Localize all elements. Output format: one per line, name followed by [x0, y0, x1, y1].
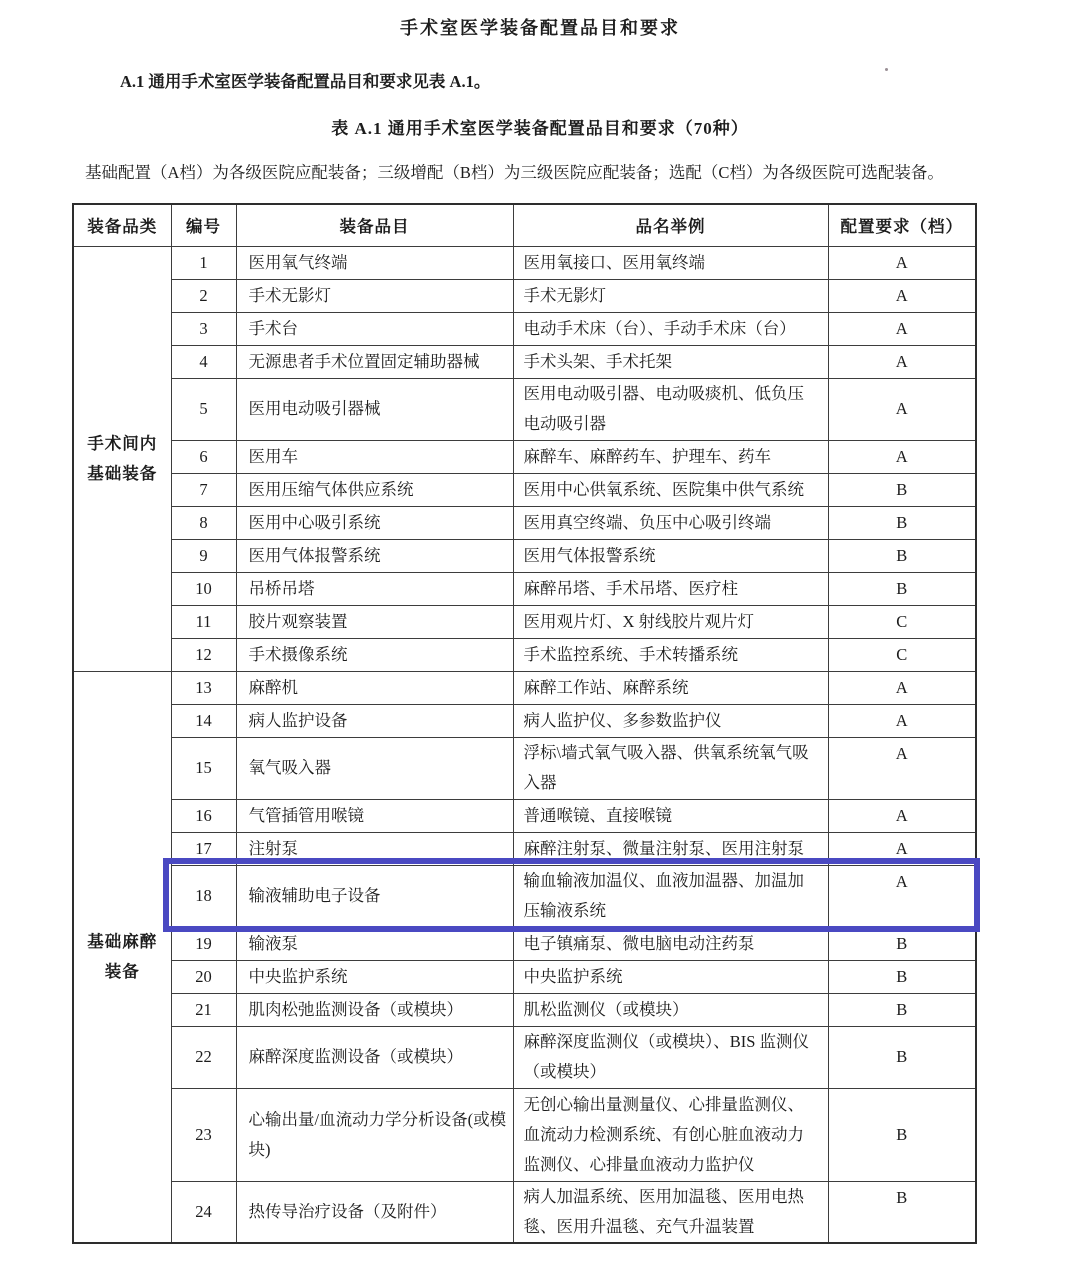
- row-number-cell: 12: [171, 638, 236, 671]
- column-header: 装备品目: [236, 204, 513, 246]
- examples-cell: 浮标\墙式氧气吸入器、供氧系统氧气吸入器: [513, 737, 828, 799]
- grade-cell: A: [828, 279, 976, 312]
- examples-cell: 手术无影灯: [513, 279, 828, 312]
- column-header: 配置要求（档）: [828, 204, 976, 246]
- table-body: [73, 246, 976, 1243]
- scan-artifact-dot: [885, 68, 888, 71]
- column-header: 装备品类: [73, 204, 171, 246]
- item-cell: 氧气吸入器: [236, 737, 513, 799]
- grade-cell: B: [828, 1181, 976, 1243]
- row-number-cell: 1: [171, 246, 236, 279]
- item-cell: 医用压缩气体供应系统: [236, 473, 513, 506]
- row-number-cell: 10: [171, 572, 236, 605]
- grade-cell: A: [828, 345, 976, 378]
- item-cell: 心输出量/血流动力学分析设备(或模块): [236, 1088, 513, 1181]
- item-cell: 手术摄像系统: [236, 638, 513, 671]
- grade-cell: B: [828, 539, 976, 572]
- row-number-cell: 7: [171, 473, 236, 506]
- row-number-cell: 15: [171, 737, 236, 799]
- table-row: [73, 605, 976, 638]
- grade-cell: A: [828, 704, 976, 737]
- row-number-cell: 3: [171, 312, 236, 345]
- table-row: [73, 1088, 976, 1181]
- row-number-cell: 17: [171, 832, 236, 865]
- table-row: [73, 279, 976, 312]
- item-cell: 胶片观察装置: [236, 605, 513, 638]
- examples-cell: 病人监护仪、多参数监护仪: [513, 704, 828, 737]
- row-number-cell: 24: [171, 1181, 236, 1243]
- examples-cell: 医用电动吸引器、电动吸痰机、低负压电动吸引器: [513, 378, 828, 440]
- item-cell: 注射泵: [236, 832, 513, 865]
- page-title: 手术室医学装备配置品目和要求: [400, 18, 680, 38]
- examples-cell: 肌松监测仪（或模块）: [513, 993, 828, 1026]
- examples-cell: 中央监护系统: [513, 960, 828, 993]
- table-row: [73, 440, 976, 473]
- grade-cell: C: [828, 638, 976, 671]
- table-row: [73, 832, 976, 865]
- table-row: [73, 865, 976, 927]
- grade-cell: B: [828, 993, 976, 1026]
- examples-cell: 麻醉深度监测仪（或模块）、BIS 监测仪（或模块）: [513, 1026, 828, 1088]
- item-cell: 麻醉深度监测设备（或模块）: [236, 1026, 513, 1088]
- examples-cell: 麻醉工作站、麻醉系统: [513, 671, 828, 704]
- item-cell: 热传导治疗设备（及附件）: [236, 1181, 513, 1243]
- row-number-cell: 5: [171, 378, 236, 440]
- item-cell: 医用车: [236, 440, 513, 473]
- grade-cell: B: [828, 1026, 976, 1088]
- examples-cell: 医用观片灯、X 射线胶片观片灯: [513, 605, 828, 638]
- category-label-line: 手术间内: [87, 433, 158, 453]
- grade-cell: A: [828, 865, 976, 927]
- examples-cell: 电子镇痛泵、微电脑电动注药泵: [513, 927, 828, 960]
- item-cell: 医用电动吸引器械: [236, 378, 513, 440]
- grade-cell: B: [828, 506, 976, 539]
- grade-cell: B: [828, 960, 976, 993]
- category-label-line: 装备: [104, 961, 140, 981]
- grade-cell: B: [828, 927, 976, 960]
- item-cell: 气管插管用喉镜: [236, 799, 513, 832]
- table-row: [73, 993, 976, 1026]
- grade-cell: A: [828, 737, 976, 799]
- item-cell: 肌肉松弛监测设备（或模块）: [236, 993, 513, 1026]
- row-number-cell: 13: [171, 671, 236, 704]
- table-caption: 表 A.1 通用手术室医学装备配置品目和要求（70种）: [331, 119, 749, 138]
- grade-cell: B: [828, 1088, 976, 1181]
- table-row: [73, 638, 976, 671]
- equipment-table: [72, 203, 977, 1244]
- row-number-cell: 2: [171, 279, 236, 312]
- table-row: [73, 799, 976, 832]
- grade-cell: A: [828, 378, 976, 440]
- table-note: 基础配置（A档）为各级医院应配装备；三级增配（B档）为三级医院应配装备；选配（C档）为各级医院可选配装备。: [85, 163, 944, 182]
- examples-cell: 麻醉车、麻醉药车、护理车、药车: [513, 440, 828, 473]
- item-cell: 手术台: [236, 312, 513, 345]
- grade-cell: B: [828, 572, 976, 605]
- row-number-cell: 4: [171, 345, 236, 378]
- grade-cell: C: [828, 605, 976, 638]
- grade-cell: B: [828, 473, 976, 506]
- row-number-cell: 23: [171, 1088, 236, 1181]
- row-number-cell: 9: [171, 539, 236, 572]
- examples-cell: 手术监控系统、手术转播系统: [513, 638, 828, 671]
- intro-paragraph: A.1 通用手术室医学装备配置品目和要求见表 A.1。: [120, 72, 491, 91]
- item-cell: 中央监护系统: [236, 960, 513, 993]
- header-row: [73, 204, 976, 246]
- table-row: [73, 1026, 976, 1088]
- grade-cell: A: [828, 440, 976, 473]
- table-row: [73, 378, 976, 440]
- examples-cell: 手术头架、手术托架: [513, 345, 828, 378]
- item-cell: 输液泵: [236, 927, 513, 960]
- item-cell: 吊桥吊塔: [236, 572, 513, 605]
- table-row: [73, 671, 976, 704]
- item-cell: 病人监护设备: [236, 704, 513, 737]
- examples-cell: 医用氧接口、医用氧终端: [513, 246, 828, 279]
- column-header: 品名举例: [513, 204, 828, 246]
- table-row: [73, 539, 976, 572]
- category-cell: [73, 246, 171, 671]
- table-wrap: [72, 203, 975, 1244]
- grade-cell: A: [828, 671, 976, 704]
- examples-cell: 麻醉吊塔、手术吊塔、医疗柱: [513, 572, 828, 605]
- row-number-cell: 18: [171, 865, 236, 927]
- examples-cell: 麻醉注射泵、微量注射泵、医用注射泵: [513, 832, 828, 865]
- row-number-cell: 6: [171, 440, 236, 473]
- table-row: [73, 312, 976, 345]
- table-row: [73, 506, 976, 539]
- category-label-line: 基础装备: [87, 463, 158, 483]
- table-row: [73, 572, 976, 605]
- table-row: [73, 704, 976, 737]
- item-cell: 输液辅助电子设备: [236, 865, 513, 927]
- examples-cell: 医用气体报警系统: [513, 539, 828, 572]
- table-row: [73, 246, 976, 279]
- table-row: [73, 1181, 976, 1243]
- row-number-cell: 16: [171, 799, 236, 832]
- grade-cell: A: [828, 312, 976, 345]
- examples-cell: 医用真空终端、负压中心吸引终端: [513, 506, 828, 539]
- examples-cell: 电动手术床（台）、手动手术床（台）: [513, 312, 828, 345]
- row-number-cell: 8: [171, 506, 236, 539]
- item-cell: 医用中心吸引系统: [236, 506, 513, 539]
- examples-cell: 无创心输出量测量仪、心排量监测仪、血流动力检测系统、有创心脏血液动力监测仪、心排量血液动力监护仪: [513, 1088, 828, 1181]
- item-cell: 医用气体报警系统: [236, 539, 513, 572]
- grade-cell: A: [828, 832, 976, 865]
- grade-cell: A: [828, 246, 976, 279]
- examples-cell: 医用中心供氧系统、医院集中供气系统: [513, 473, 828, 506]
- table-row: [73, 473, 976, 506]
- row-number-cell: 22: [171, 1026, 236, 1088]
- row-number-cell: 11: [171, 605, 236, 638]
- row-number-cell: 14: [171, 704, 236, 737]
- examples-cell: 输血输液加温仪、血液加温器、加温加压输液系统: [513, 865, 828, 927]
- column-header: 编号: [171, 204, 236, 246]
- item-cell: 麻醉机: [236, 671, 513, 704]
- examples-cell: 病人加温系统、医用加温毯、医用电热毯、医用升温毯、充气升温装置: [513, 1181, 828, 1243]
- examples-cell: 普通喉镜、直接喉镜: [513, 799, 828, 832]
- row-number-cell: 21: [171, 993, 236, 1026]
- category-label-line: 基础麻醉: [87, 931, 158, 951]
- category-cell: [73, 671, 171, 1243]
- table-row: [73, 345, 976, 378]
- row-number-cell: 19: [171, 927, 236, 960]
- table-row: [73, 960, 976, 993]
- item-cell: 手术无影灯: [236, 279, 513, 312]
- table-row: [73, 737, 976, 799]
- row-number-cell: 20: [171, 960, 236, 993]
- item-cell: 无源患者手术位置固定辅助器械: [236, 345, 513, 378]
- item-cell: 医用氧气终端: [236, 246, 513, 279]
- table-row: [73, 927, 976, 960]
- grade-cell: A: [828, 799, 976, 832]
